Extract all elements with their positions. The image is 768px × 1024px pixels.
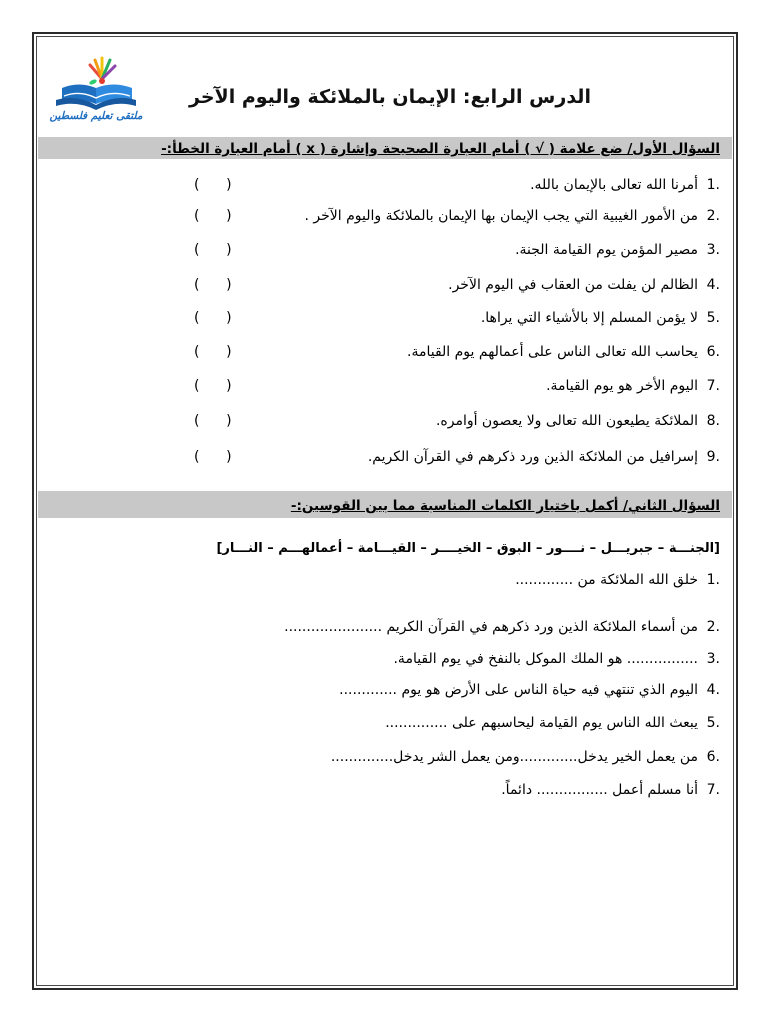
answer-parentheses: ( ) bbox=[194, 344, 232, 360]
question2-item bbox=[339, 679, 720, 701]
item-number: 9. bbox=[706, 449, 720, 465]
item-sentence: يبعث الله الناس يوم القيامة ليحاسبهم على .............. bbox=[385, 715, 698, 731]
answer-parentheses: ( ) bbox=[194, 242, 232, 258]
logo-text: ملتقى تعليم فلسطين bbox=[49, 110, 143, 122]
item-number: 3. bbox=[706, 651, 720, 667]
item-number: 5. bbox=[706, 715, 720, 731]
answer-parentheses: ( ) bbox=[194, 413, 232, 429]
question2-heading-band bbox=[38, 491, 732, 518]
item-number: 7. bbox=[706, 782, 720, 798]
question1-item bbox=[194, 239, 720, 261]
item-number: 3. bbox=[706, 242, 720, 258]
question1-heading-band bbox=[38, 137, 732, 159]
question1-item bbox=[194, 174, 720, 196]
question1-item bbox=[194, 274, 720, 296]
item-statement: إسرافيل من الملائكة الذين ورد ذكرهم في القرآن الكريم. bbox=[367, 449, 698, 465]
item-sentence: من يعمل الخير يدخل.............ومن يعمل الشر يدخل.............. bbox=[330, 749, 698, 765]
item-number: 2. bbox=[706, 619, 720, 635]
item-sentence: أنا مسلم أعمل ................ دائماً. bbox=[501, 782, 698, 798]
item-number: 4. bbox=[706, 682, 720, 698]
question2-heading: السؤال الثاني/ أكمل باختيار الكلمات المناسبة مما بين القوسين:- bbox=[290, 498, 720, 514]
item-statement: من الأمور الغيبية التي يجب الإيمان بها الإيمان بالملائكة واليوم الآخر . bbox=[304, 208, 698, 224]
item-statement: يحاسب الله تعالى الناس على أعمالهم يوم القيامة. bbox=[407, 344, 698, 360]
open-book-logo-icon bbox=[44, 54, 148, 110]
question1-heading: السؤال الأول/ ضع علامة ( √ ) أمام العبارة الصحيحة وإشارة ( x ) أمام العبارة الخطأ:- bbox=[161, 141, 720, 157]
item-sentence: من أسماء الملائكة الذين ورد ذكرهم في القرآن الكريم ...................... bbox=[284, 619, 698, 635]
answer-parentheses: ( ) bbox=[194, 378, 232, 394]
item-sentence: ................ هو الملك الموكل بالنفخ في يوم القيامة. bbox=[393, 651, 698, 667]
lesson-title: الدرس الرابع: الإيمان بالملائكة واليوم الآخر bbox=[189, 86, 591, 108]
item-number: 1. bbox=[706, 177, 720, 193]
answer-parentheses: ( ) bbox=[194, 177, 232, 193]
question1-item bbox=[194, 307, 720, 329]
answer-parentheses: ( ) bbox=[194, 310, 232, 326]
item-number: 5. bbox=[706, 310, 720, 326]
item-statement: مصير المؤمن يوم القيامة الجنة. bbox=[515, 242, 698, 258]
word-bank-text: [الجنـــة – جبريـــل – نــــور – البوق – الخيــــر – القيـــامة – أعمالهـــم – النـــار] bbox=[216, 540, 720, 556]
question1-item bbox=[194, 341, 720, 363]
item-number: 6. bbox=[706, 749, 720, 765]
answer-parentheses: ( ) bbox=[194, 277, 232, 293]
question1-item bbox=[194, 446, 720, 468]
answer-parentheses: ( ) bbox=[194, 449, 232, 465]
item-number: 8. bbox=[706, 413, 720, 429]
question2-item bbox=[385, 712, 720, 734]
question1-item bbox=[194, 205, 720, 227]
question2-item bbox=[284, 616, 720, 638]
item-statement: أمرنا الله تعالى بالإيمان بالله. bbox=[530, 177, 698, 193]
question2-item bbox=[515, 569, 720, 591]
answer-parentheses: ( ) bbox=[194, 208, 232, 224]
item-statement: اليوم الأخر هو يوم القيامة. bbox=[546, 378, 698, 394]
logo bbox=[44, 54, 148, 128]
question2-item bbox=[393, 648, 720, 670]
question1-item bbox=[194, 410, 720, 432]
item-sentence: اليوم الذي تنتهي فيه حياة الناس على الأرض هو يوم ............. bbox=[339, 682, 698, 698]
item-number: 4. bbox=[706, 277, 720, 293]
item-number: 1. bbox=[706, 572, 720, 588]
item-number: 6. bbox=[706, 344, 720, 360]
item-sentence: خلق الله الملائكة من ............. bbox=[515, 572, 698, 588]
item-statement: الملائكة يطيعون الله تعالى ولا يعصون أوامره. bbox=[435, 413, 698, 429]
item-number: 7. bbox=[706, 378, 720, 394]
question2-item bbox=[331, 746, 720, 768]
question1-item bbox=[194, 375, 720, 397]
word-bank bbox=[216, 537, 720, 559]
item-statement: لا يؤمن المسلم إلا بالأشياء التي يراها. bbox=[480, 310, 698, 326]
item-number: 2. bbox=[706, 208, 720, 224]
item-statement: الظالم لن يفلت من العقاب في اليوم الآخر. bbox=[448, 277, 698, 293]
question2-item bbox=[501, 779, 720, 801]
